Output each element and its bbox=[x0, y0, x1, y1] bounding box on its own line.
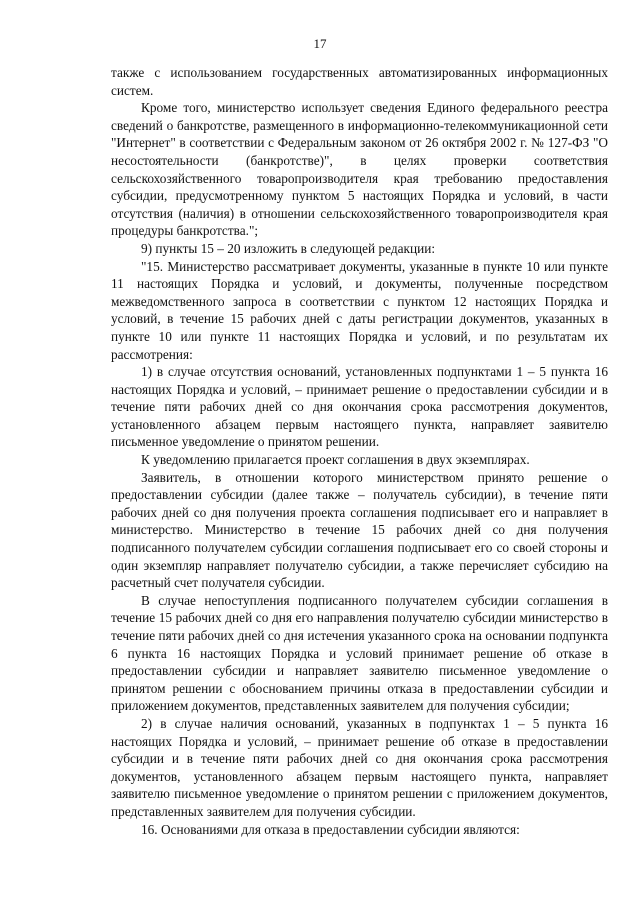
paragraph: 2) в случае наличия оснований, указанных в подпунктах 1 – 5 пункта 16 настоящих Порядка и условий, – принимает решение об отказе в предоставлении субсидии и в течение пяти рабочих дней со дня окончания срока рассмотрения документов, установленного абзацем первым настоящего пункта, направляет заявителю письменное уведомление о принятом решении с приложением документов, представленных заявителем для получения субсидии. bbox=[111, 715, 608, 819]
paragraph: 1) в случае отсутствия оснований, установленных подпунктами 1 – 5 пункта 16 настоящих Порядка и условий, – принимает решение о предоставлении субсидии и в течение пяти рабочих дней со дня окончания срока рассмотрения документов, установленного абзацем первым настоящего пункта, направляет заявителю письменное уведомление о принятом решении. bbox=[111, 364, 608, 450]
paragraph: также с использованием государственных автоматизированных информационных систем. bbox=[111, 65, 608, 98]
document-body bbox=[111, 64, 608, 838]
paragraph: "15. Министерство рассматривает документы, указанные в пункте 10 или пункте 11 настоящих Порядка и условий, и документы, полученные посредством межведомственного запроса в соответствии с пунктом 12 настоящих Порядка и условий, в течение 15 рабочих дней с даты регистрации документов, указанных в пункте 10 или пункте 11 настоящих Порядка и условий, и по результатам их рассмотрения: bbox=[111, 258, 608, 362]
paragraph: 16. Основаниями для отказа в предоставлении субсидии являются: bbox=[141, 821, 520, 837]
paragraph: Кроме того, министерство использует сведения Единого федерального реестра сведений о банкротстве, размещенного в информационно-телекоммуникационной сети "Интернет" в соответствии с Федеральным законом от 26 октября 2002 г. № 127-ФЗ "О несостоятельности (банкротстве)", в целях проверки соответствия сельскохозяйственного товаропроизводителя края требованию предоставления субсидии, предусмотренному пунктом 5 настоящих Порядка и условий, в части отсутствия (наличия) в отношении сельскохозяйственного товаропроизводителя края процедуры банкротства."; bbox=[111, 100, 608, 239]
paragraph: 9) пункты 15 – 20 изложить в следующей редакции: bbox=[141, 240, 436, 256]
paragraph: Заявитель, в отношении которого министерством принято решение о предоставлении субсидии (далее также – получатель субсидии), в течение пяти рабочих дней со дня получения проекта соглашения подписывает его и направляет в министерство. Министерство в течение 15 рабочих дней со дня получения подписанного получателем субсидии соглашения подписывает его со своей стороны и один экземпляр направляет получателю субсидии, а также перечисляет субсидию на расчетный счет получателя субсидии. bbox=[111, 469, 608, 591]
paragraph: К уведомлению прилагается проект соглашения в двух экземплярах. bbox=[141, 452, 530, 468]
page-number: 17 bbox=[313, 36, 327, 51]
paragraph: В случае непоступления подписанного получателем субсидии соглашения в течение 15 рабочих дней со дня его направления получателю субсидии министерство в течение пяти рабочих дней со дня истечения указанного срока на основании подпункта 6 пункта 16 настоящих Порядка и условий принимает решение об отказе в предоставлении субсидии и направляет заявителю письменное уведомление о принятом решении с обоснованием причины отказа в предоставлении субсидии и приложением документов, представленных заявителем для получения субсидии; bbox=[111, 592, 608, 714]
